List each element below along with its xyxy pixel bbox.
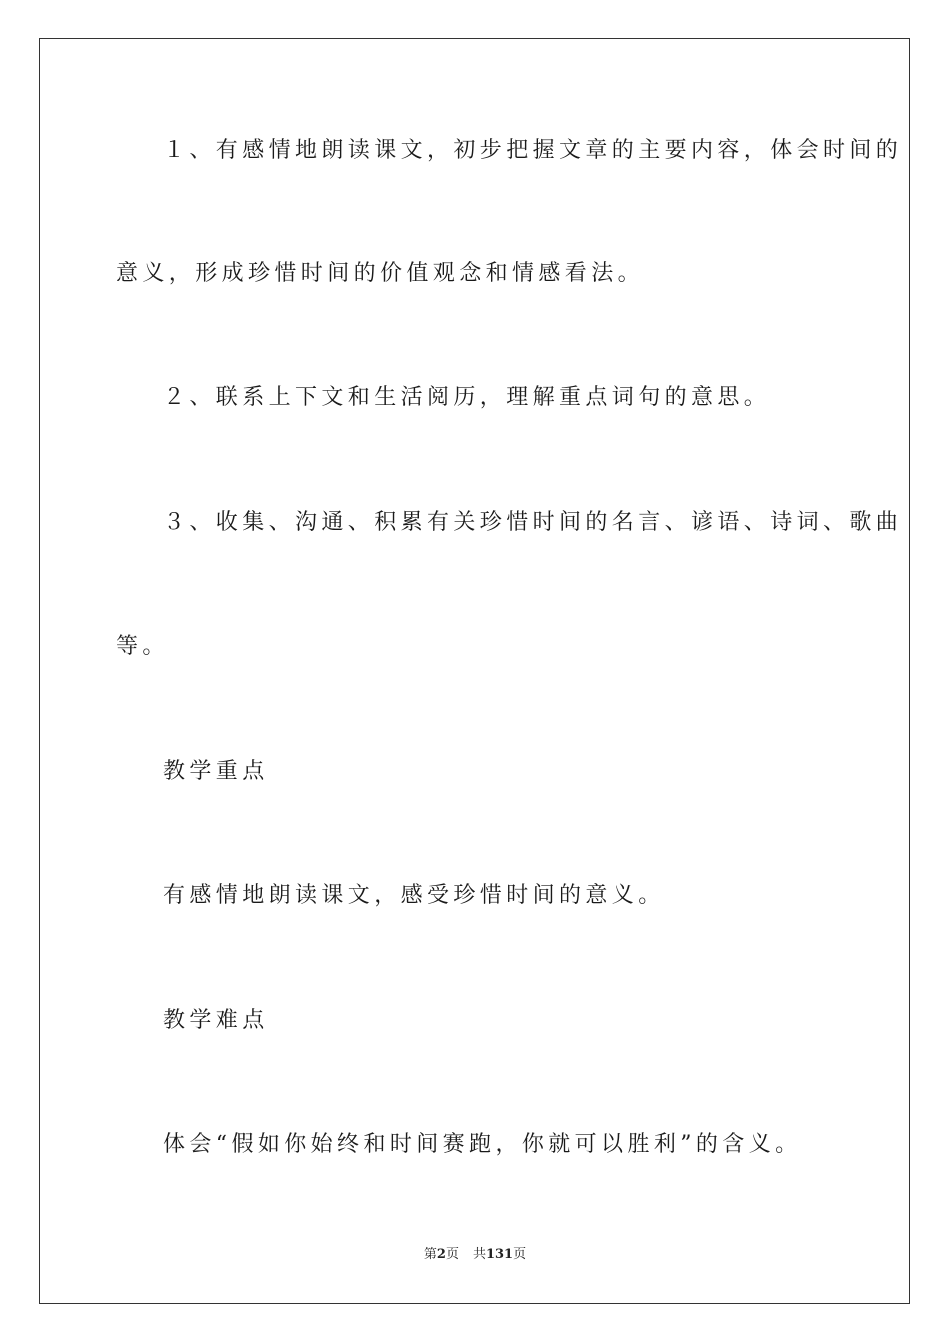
footer-total-prefix: 共 <box>472 1247 486 1262</box>
footer-page-suffix: 页 <box>445 1247 459 1262</box>
footer-total-number: 131 <box>485 1247 514 1262</box>
objective-3-line-2: 等。 <box>116 634 169 659</box>
page-frame <box>39 38 910 1304</box>
objective-2: ２、联系上下文和生活阅历，理解重点词句的意思。 <box>163 385 771 410</box>
page-footer <box>0 1246 950 1264</box>
objective-1-line-1: １、有感情地朗读课文，初步把握文章的主要内容，体会时间的 <box>163 138 903 163</box>
heading-teaching-key-points: 教学重点 <box>163 759 269 784</box>
heading-teaching-difficulties: 教学难点 <box>163 1008 269 1033</box>
footer-total-suffix: 页 <box>513 1247 527 1262</box>
objective-3-line-1: ３、收集、沟通、积累有关珍惜时间的名言、谚语、诗词、歌曲 <box>163 510 903 535</box>
footer-page-number: 2 <box>436 1247 446 1262</box>
objective-1-line-2: 意义，形成珍惜时间的价值观念和情感看法。 <box>116 261 645 286</box>
footer-page-prefix: 第 <box>423 1247 437 1262</box>
teaching-key-points-text: 有感情地朗读课文，感受珍惜时间的意义。 <box>163 883 665 908</box>
teaching-difficulties-text: 体会“假如你始终和时间赛跑，你就可以胜利”的含义。 <box>163 1132 802 1157</box>
